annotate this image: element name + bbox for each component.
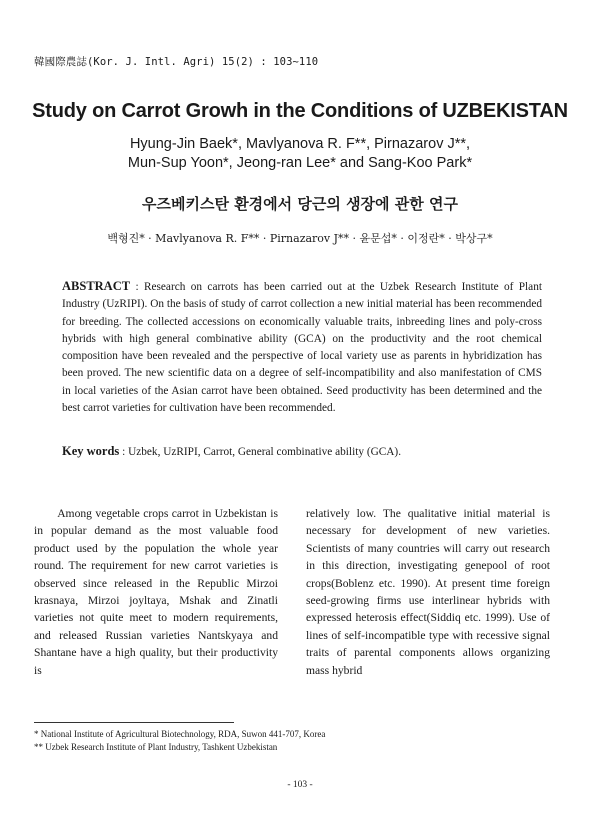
abstract-text: : Research on carrots has been carried out at the Uzbek Research Institute of Plant Industry (UzRIPI). On the basis of study of carrot collection a new initial material has been recommended for breeding. The collected accessions on economically valuable traits, inbreeding lines and poly-cross hybrids with high general combinative ability (GCA) on the productivity and the root chemical composition have been revealed and the perspective of local variety use as parents in hybridization has been proved. The new scientific data on a degree of self-incompatibility and also manifestation of CMS in local varieties of the Asian carrot have been obtained. Seed productivity has been determined and the best carrot varieties for cultivation have been recommended. — [62, 281, 542, 415]
body-column-right — [306, 505, 550, 679]
body-paragraph: Among vegetable crops carrot in Uzbekistan is in popular demand as the most valuable food product used by the population the whole year round. The requirement for new carrot varieties is observed since released in the Republic Mirzoi krasnaya, Mirzoi joyltaya, Mshak and Zinatli varieties not quite meet to modern requirements, and released Russian varieties Nantskyaya and Shantane have a high quality, but their productivity is — [34, 507, 278, 677]
paper-title: Study on Carrot Growh in the Conditions of UZBEKISTAN — [32, 100, 568, 122]
korean-title: 우즈베키스탄 환경에서 당근의 생장에 관한 연구 — [142, 195, 458, 213]
keywords-text: : Uzbek, UzRIPI, Carrot, General combinative ability (GCA). — [119, 446, 402, 458]
body-paragraph: relatively low. The qualitative initial material is necessary for development of new varieties. Scientists of many countries will carry out research in this direction, investigating genepool of root crops(Boblenz etc. 1990). At present time foreign seed-growing firms use interlinear hybrids with expressed heterosis effect(Siddiq etc. 1999). Use of lines of self-incompatible type with recessive signal traits of parental components allows organizing mass hybrid — [306, 507, 550, 677]
author-list — [0, 135, 600, 173]
author-line: Hyung-Jin Baek*, Mavlyanova R. F**, Pirnazarov J**, — [129, 136, 471, 152]
page-number: - 103 - — [287, 780, 313, 790]
footnote-divider — [34, 722, 234, 723]
abstract — [62, 278, 542, 417]
footnote: * National Institute of Agricultural Biotechnology, RDA, Suwon 441-707, Korea — [34, 729, 326, 739]
journal-reference: 韓國際農誌(Kor. J. Intl. Agri) 15(2) : 103~110 — [34, 56, 319, 68]
keywords — [62, 443, 542, 461]
footnote: ** Uzbek Research Institute of Plant Industry, Tashkent Uzbekistan — [34, 741, 278, 752]
footnotes — [34, 728, 554, 753]
body-column-left — [34, 505, 278, 679]
korean-author-list: 백형진* · Mavlyanova R. F** · Pirnazarov J** · 윤문섭* · 이정란* · 박상구* — [107, 232, 493, 245]
abstract-label: ABSTRACT — [62, 279, 131, 293]
keywords-label: Key words — [62, 444, 120, 458]
author-line: Mun-Sup Yoon*, Jeong-ran Lee* and Sang-Koo Park* — [127, 155, 473, 171]
